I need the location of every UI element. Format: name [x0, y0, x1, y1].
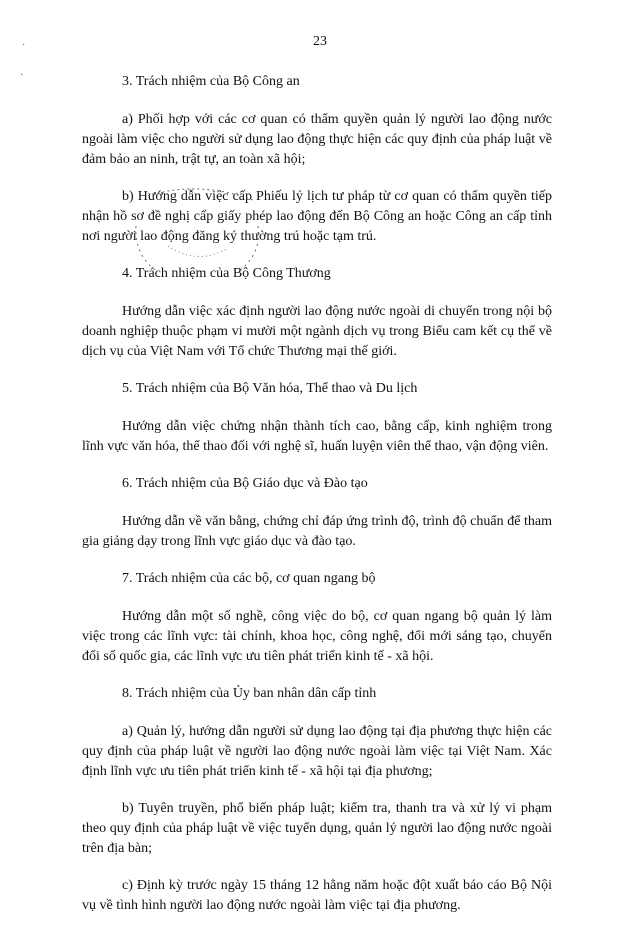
paragraph: Hướng dẫn một số nghề, công việc do bộ, cơ quan ngang bộ quản lý làm việc trong các lĩnh vực: tài chính, khoa học, công nghệ, đổi mới sáng tạo, chuyển đổi số quốc gia, các lĩnh vực ưu tiên phát triển kinh tế - xã hội.: [82, 609, 552, 664]
section-heading-6: 6. Trách nhiệm của Bộ Giáo dục và Đào tạo: [122, 476, 368, 491]
margin-mark: ·: [20, 70, 24, 81]
section-heading-3: 3. Trách nhiệm của Bộ Công an: [122, 74, 300, 89]
paragraph: Hướng dẫn việc xác định người lao động nước ngoài di chuyển trong nội bộ doanh nghiệp thuộc phạm vi mười một ngành dịch vụ trong Biểu cam kết cụ thể về dịch vụ của Việt Nam với Tổ chức Thương mại thế giới.: [82, 304, 552, 359]
section-heading-7: 7. Trách nhiệm của các bộ, cơ quan ngang bộ: [122, 571, 376, 586]
section-heading-4: 4. Trách nhiệm của Bộ Công Thương: [122, 266, 331, 281]
paragraph: a) Phối hợp với các cơ quan có thẩm quyền quản lý người lao động nước ngoài làm việc cho người sử dụng lao động thực hiện các quy định của pháp luật về đảm bảo an ninh, trật tự, an toàn xã hội;: [82, 112, 552, 167]
margin-mark: ·: [22, 40, 26, 51]
paragraph: c) Định kỳ trước ngày 15 tháng 12 hằng năm hoặc đột xuất báo cáo Bộ Nội vụ về tình hình người lao động nước ngoài làm việc tại địa phương.: [82, 878, 552, 913]
page-number: 23: [313, 34, 327, 49]
document-body: [82, 72, 552, 933]
paragraph: a) Quản lý, hướng dẫn người sử dụng lao động tại địa phương thực hiện các quy định của pháp luật về người lao động nước ngoài làm việc tại Việt Nam. Xác định lĩnh vực ưu tiên phát triển kinh tế - xã hội tại địa phương;: [82, 724, 552, 779]
paragraph: b) Tuyên truyền, phổ biến pháp luật; kiểm tra, thanh tra và xử lý vi phạm theo quy định của pháp luật về việc tuyển dụng, quản lý người lao động nước ngoài trên địa bàn;: [82, 801, 552, 856]
paragraph: Hướng dẫn việc chứng nhận thành tích cao, bằng cấp, kinh nghiệm trong lĩnh vực văn hóa, thể thao đối với nghệ sĩ, huấn luyện viên thể thao, vận động viên.: [82, 419, 552, 454]
paragraph: b) Hướng dẫn việc cấp Phiếu lý lịch tư pháp từ cơ quan có thẩm quyền tiếp nhận hồ sơ đề nghị cấp giấy phép lao động đến Bộ Công an hoặc Công an cấp tỉnh nơi người lao động đăng ký thường trú hoặc tạm trú.: [82, 189, 552, 244]
section-heading-8: 8. Trách nhiệm của Ủy ban nhân dân cấp tỉnh: [122, 686, 377, 701]
paragraph: Hướng dẫn về văn bằng, chứng chỉ đáp ứng trình độ, trình độ chuẩn để tham gia giảng dạy trong lĩnh vực giáo dục và đào tạo.: [82, 514, 552, 549]
section-heading-5: 5. Trách nhiệm của Bộ Văn hóa, Thể thao và Du lịch: [122, 381, 418, 396]
